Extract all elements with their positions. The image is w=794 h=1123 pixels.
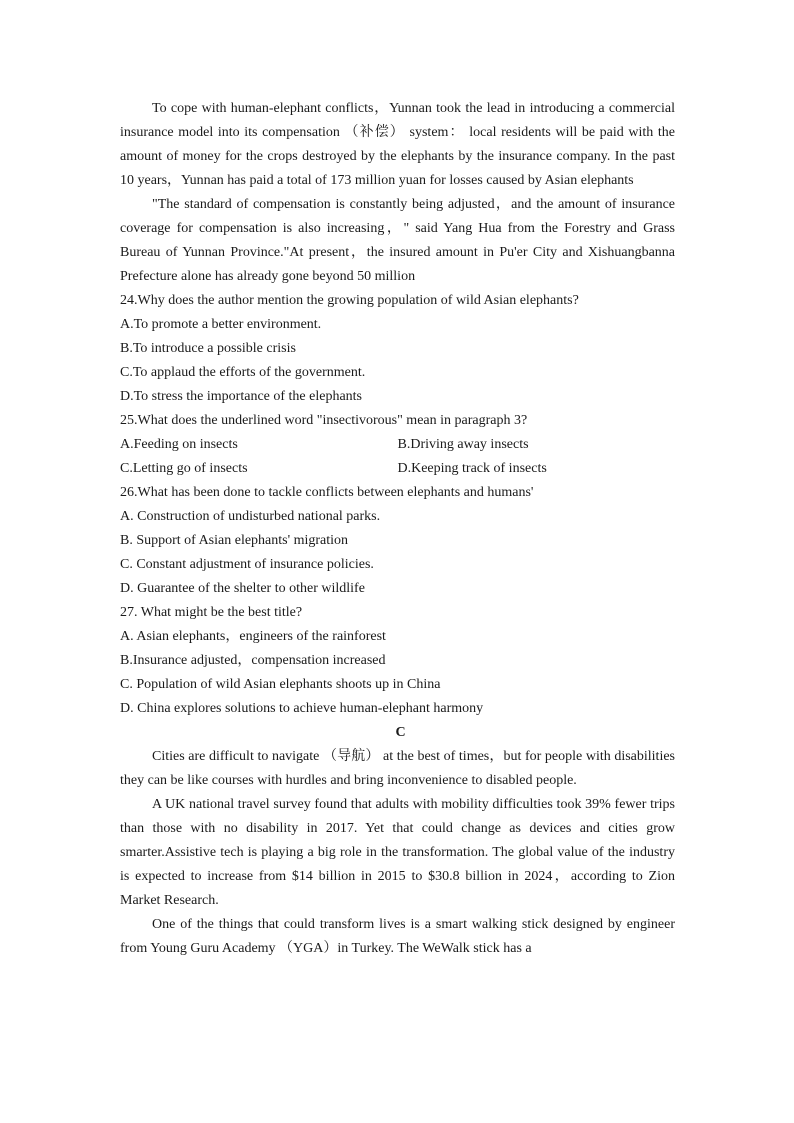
options-row [120,433,675,457]
option-a: A.To promote a better environment. [120,317,322,332]
document-page [120,97,675,961]
options-row [120,457,675,481]
option-d: D.To stress the importance of the elephants [120,389,363,404]
passage-paragraph: "The standard of compensation is constantly being adjusted，and the amount of insurance coverage for compensation is also increasing，" said Yang Hua from the Forestry and Grass Bureau of Yunnan Province."At present，the insured amount in Pu'er City and Xishuangbanna Prefecture alone has already gone beyond 50 million [120,197,675,284]
passage-paragraph: To cope with human-elephant conflicts，Yunnan took the lead in introducing a commercial insurance model into its compensation （补偿） system： local residents will be paid with the amount of money for the crops destroyed by the elephants by the insurance company. In the past 10 years，Yunnan has paid a total of 173 million yuan for losses caused by Asian elephants [120,101,675,188]
section-heading: C [395,725,406,740]
option-b: B. Support of Asian elephants' migration [120,533,349,548]
option-d: D. China explores solutions to achieve human-elephant harmony [120,701,484,716]
option-c: C.Letting go of insects [120,461,248,476]
option-a: A. Construction of undisturbed national parks. [120,509,381,524]
question-27 [120,601,675,721]
question-stem: 24.Why does the author mention the growing population of wild Asian elephants? [120,293,579,308]
option-b: B.Driving away insects [397,437,529,452]
option-b: B.Insurance adjusted，compensation increased [120,653,386,668]
option-c: C. Constant adjustment of insurance policies. [120,557,374,572]
option-d: D. Guarantee of the shelter to other wildlife [120,581,365,596]
question-stem: 27. What might be the best title? [120,605,303,620]
question-25 [120,409,675,481]
option-c: C. Population of wild Asian elephants shoots up in China [120,677,441,692]
question-stem: 25.What does the underlined word "insectivorous" mean in paragraph 3? [120,413,528,428]
question-26 [120,481,675,601]
passage-paragraph: A UK national travel survey found that adults with mobility difficulties took 39% fewer trips than those with no disability in 2017. Yet that could change as devices and cities grow smarter.Assistive tech is playing a big role in the transformation. The global value of the industry is expected to increase from $14 billion in 2015 to $30.8 billion in 2024，according to Zion Market Research. [120,797,675,908]
option-a: A.Feeding on insects [120,437,238,452]
question-stem: 26.What has been done to tackle conflicts between elephants and humans' [120,485,534,500]
option-a: A. Asian elephants，engineers of the rainforest [120,629,386,644]
option-d: D.Keeping track of insects [397,461,547,476]
passage-paragraph: Cities are difficult to navigate （导航） at the best of times，but for people with disabilities they can be like courses with hurdles and bring inconvenience to disabled people. [120,749,675,788]
question-24 [120,289,675,409]
option-b: B.To introduce a possible crisis [120,341,296,356]
passage-paragraph: One of the things that could transform lives is a smart walking stick designed by engineer from Young Guru Academy （YGA）in Turkey. The WeWalk stick has a [120,917,675,956]
option-c: C.To applaud the efforts of the government. [120,365,366,380]
